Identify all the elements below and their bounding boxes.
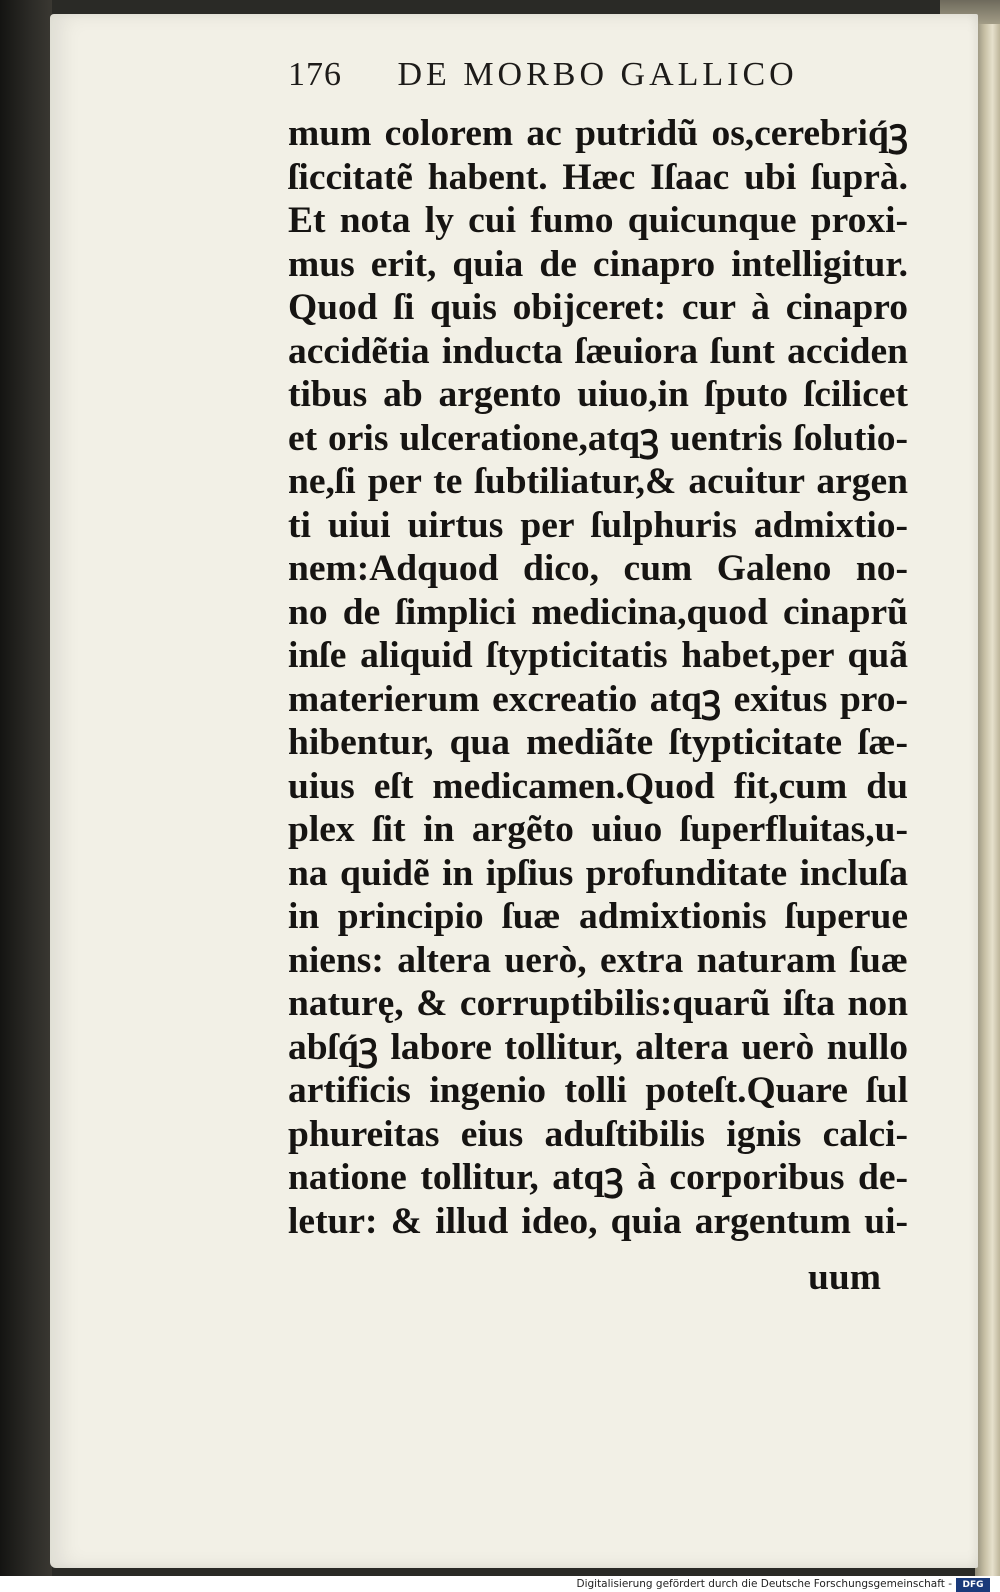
running-head [288,56,908,102]
text-line: niens: altera uerò, extra naturam ſuæ [288,939,908,981]
text-line: et oris ulceratione,atqꝫ uentris ſolutio- [288,417,908,459]
text-line: no de ſimplici medicina,quod cinaprũ [288,591,908,633]
body-text [288,112,908,1243]
digitization-credit-bar [0,1576,1000,1592]
text-line: naturę, & corruptibilis:quarũ iſta non [288,983,908,1024]
text-line: uius eſt medicamen.Quod fit,cum du [288,765,908,807]
book-spine-shadow [0,0,52,1592]
page-number: 176 [288,56,342,93]
text-line: natione tollitur, atqꝫ à corporibus de- [288,1157,908,1198]
text-line: mum colorem ac putridũ os,cerebriq́ꝫ [288,113,908,154]
text-line: plex ſit in argẽto uiuo ſuperfluitas,u- [288,809,908,850]
running-title: DE MORBO GALLICO [397,56,798,93]
digitization-credit: Digitalisierung gefördert durch die Deutsche Forschungsgemeinschaft - [576,1578,952,1590]
page-edge-stack [975,0,1000,1592]
text-line: na quidẽ in ipſius profunditate incluſa [288,852,908,894]
text-line: phureitas eius aduſtibilis ignis calci- [288,1113,908,1155]
text-line: letur: & illud ideo, quia argentum ui- [288,1200,908,1242]
text-line: ne,ſi per te ſubtiliatur,& acuitur argen [288,461,908,502]
text-line: abſq́ꝫ labore tollitur, altera uerò nullo [288,1026,908,1068]
text-line: mus erit, quia de cinapro intelligitur. [288,243,908,285]
catchword: uum [808,1257,881,1298]
text-line: nem:Adquod dico, cum Galeno no- [288,548,908,589]
text-line: Quod ſi quis obijceret: cur à cinapro [288,287,908,328]
text-line: in principio ſuæ admixtionis ſuperue [288,896,908,937]
text-line: materierum excreatio atqꝫ exitus pro- [288,678,908,720]
text-line: artificis ingenio tolli poteſt.Quare ſul [288,1070,908,1111]
text-line: hibentur, qua mediãte ſtypticitate ſæ- [288,722,908,763]
text-line: tibus ab argento uiuo,in ſputo ſcilicet [288,374,908,415]
text-line: ti uiui uirtus per ſulphuris admixtio- [288,504,908,546]
text-line: ſiccitatẽ habent. Hæc Iſaac ubi ſuprà. [288,156,908,198]
text-line: accidẽtia inducta ſæuiora ſunt acciden [288,330,908,372]
text-line: inſe aliquid ſtypticitatis habet,per quã [288,635,908,676]
text-line: Et nota ly cui fumo quicunque proxi- [288,200,908,241]
dfg-logo: DFG [956,1578,990,1592]
